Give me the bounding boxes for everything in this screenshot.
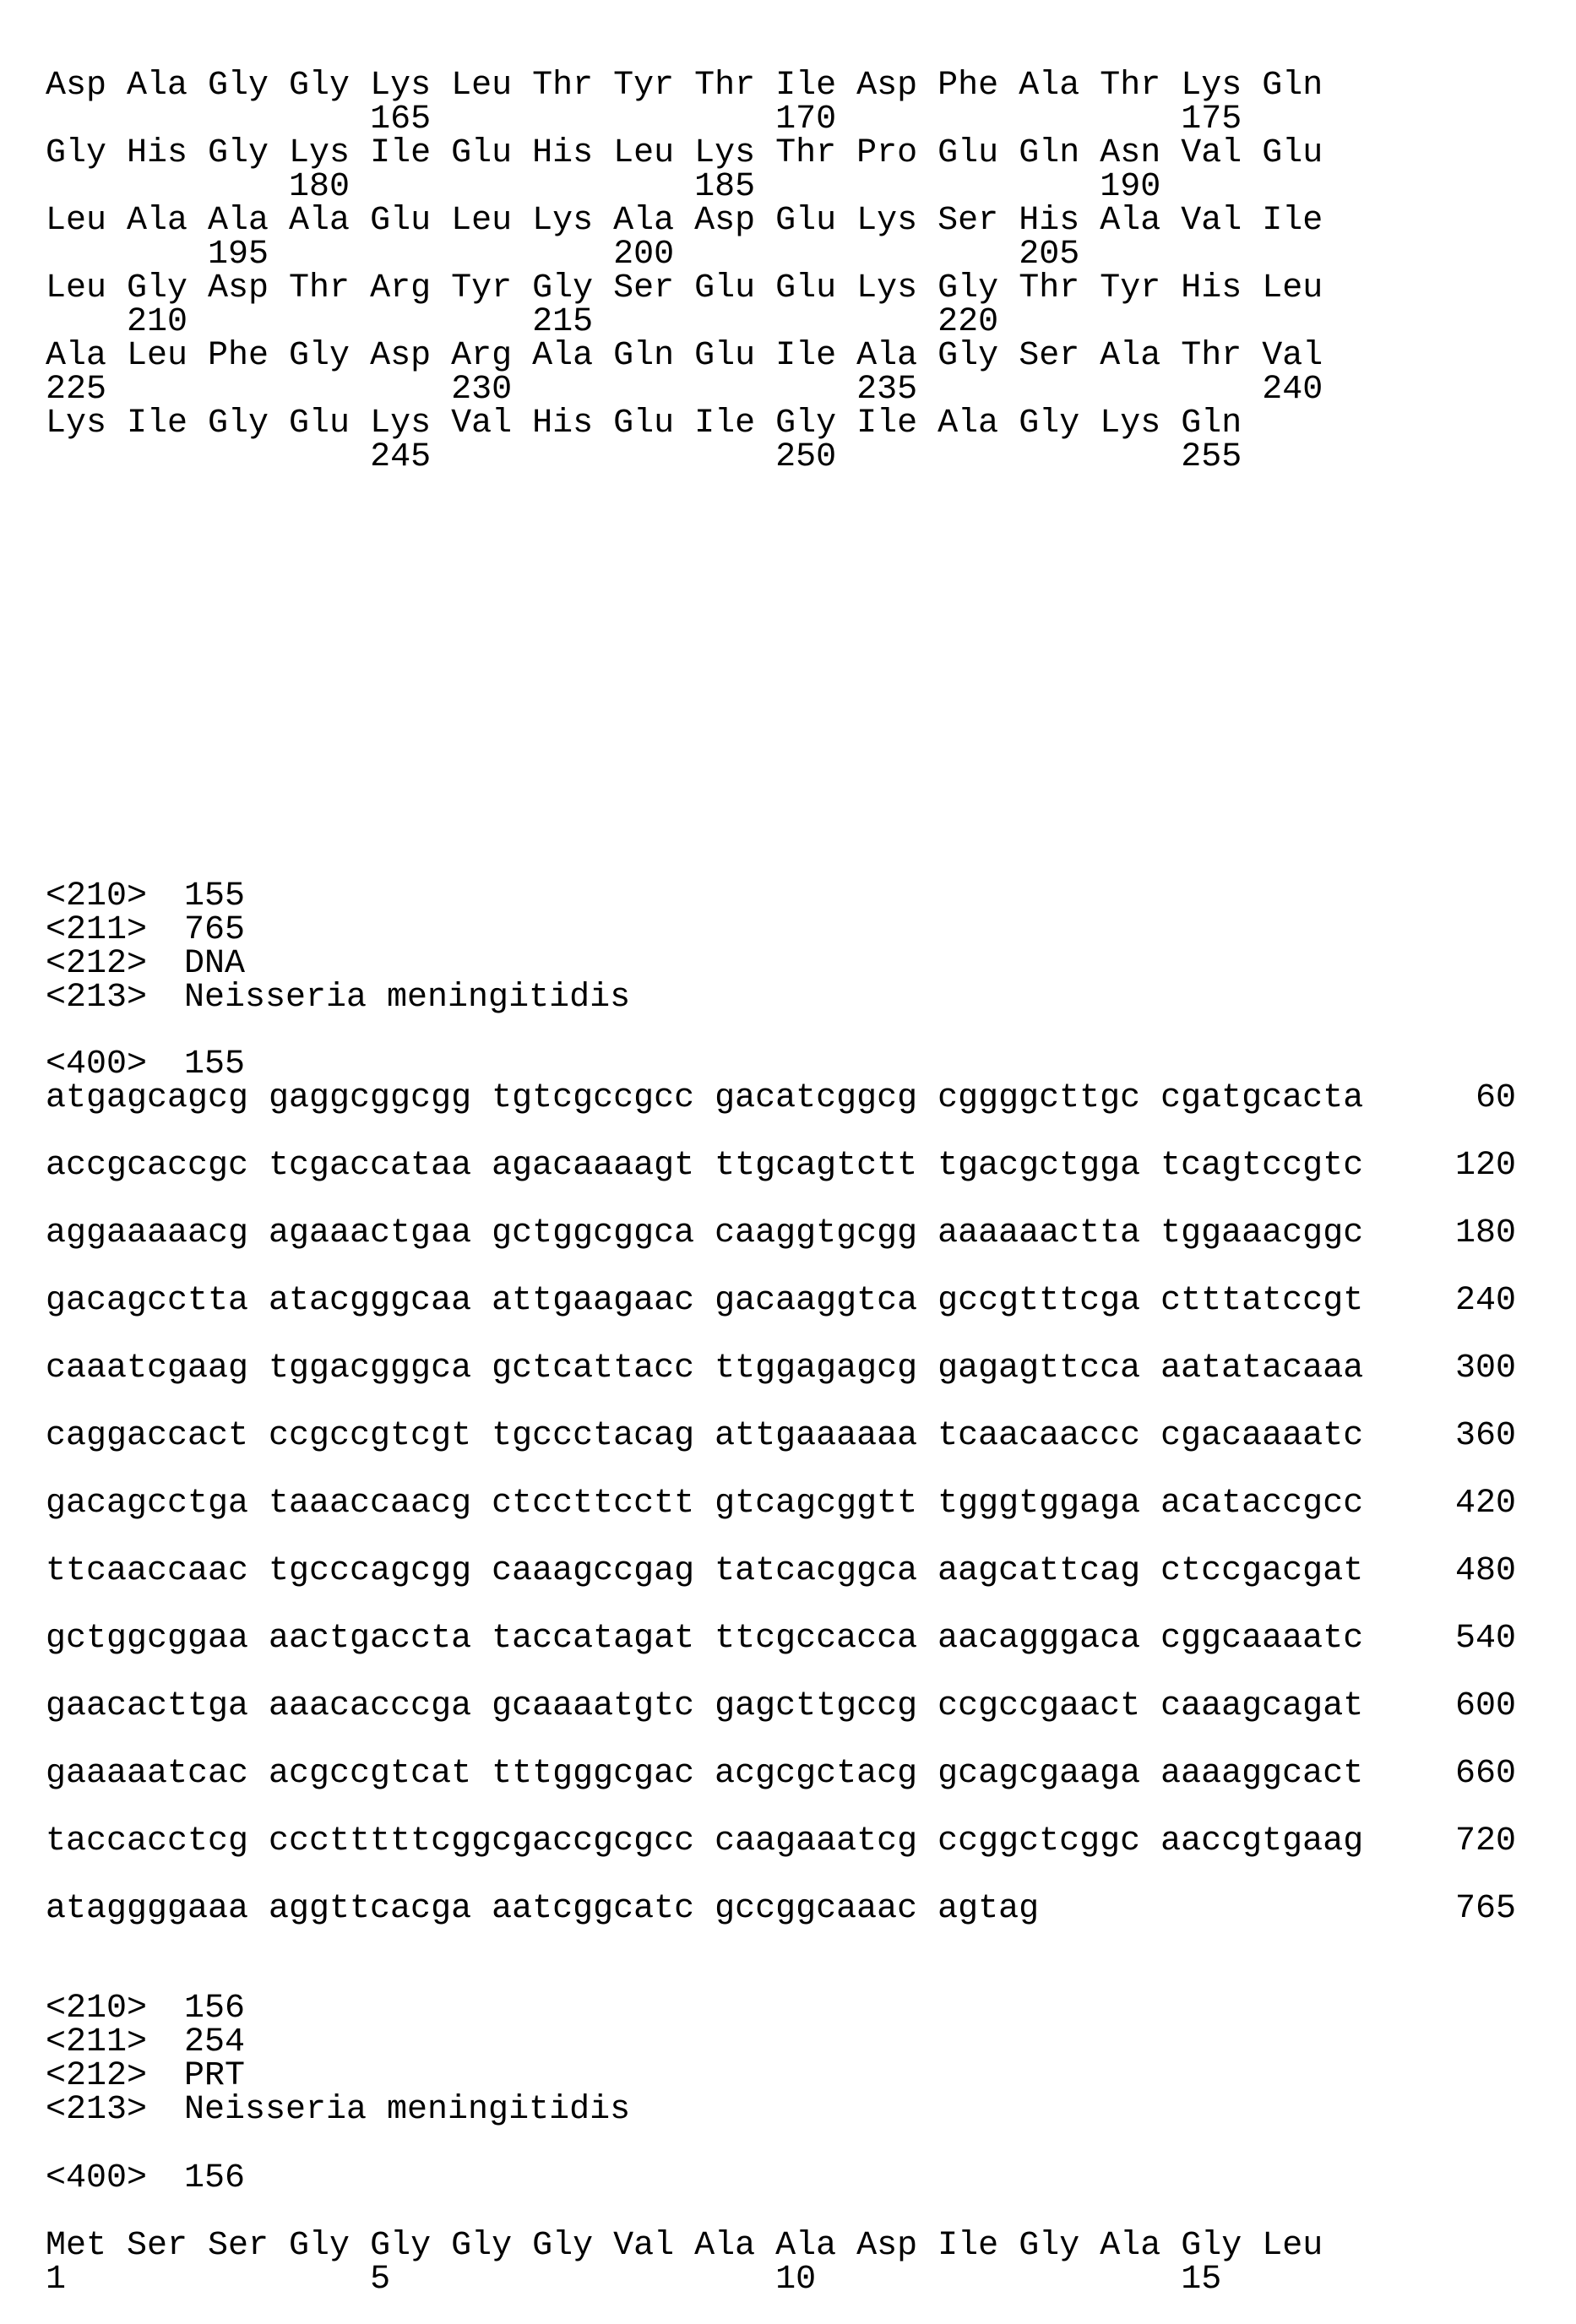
nucleotide-group: ctttatccgt bbox=[1160, 1284, 1383, 1318]
residue: Tyr bbox=[1100, 272, 1181, 306]
residue: Val bbox=[1262, 339, 1343, 373]
residue: His bbox=[127, 137, 208, 171]
residue: Gly bbox=[208, 137, 289, 171]
residue: Arg bbox=[451, 339, 532, 373]
meta-line bbox=[46, 2060, 630, 2093]
position-number: 185 bbox=[694, 171, 755, 204]
residue: Gly bbox=[208, 69, 289, 103]
protein-row bbox=[46, 137, 1343, 204]
residue: Glu bbox=[370, 204, 451, 238]
residue: Tyr bbox=[613, 69, 694, 103]
nucleotide-group: gccggcaaac bbox=[715, 1892, 937, 1926]
residue: Asp bbox=[370, 339, 451, 373]
residue: Ile bbox=[127, 407, 208, 441]
residue: Thr bbox=[1181, 339, 1262, 373]
residue-line bbox=[46, 407, 1343, 441]
position-numbers bbox=[46, 441, 1343, 475]
nucleotide-group: gctggcggca bbox=[492, 1217, 715, 1251]
residue: Lys bbox=[694, 137, 775, 171]
residue: Gly bbox=[937, 339, 1019, 373]
nucleotide-group: taccacctcg bbox=[46, 1825, 269, 1859]
nucleotide-group: aagcattcag bbox=[937, 1555, 1160, 1588]
dna-line bbox=[46, 1217, 1516, 1284]
residue-line bbox=[46, 339, 1343, 373]
nucleotide-group: gcagcgaaga bbox=[937, 1757, 1160, 1791]
residue: Leu bbox=[1262, 272, 1343, 306]
nucleotide-group: attgaagaac bbox=[492, 1284, 715, 1318]
residue: Ile bbox=[937, 2229, 1019, 2263]
nucleotide-group: gtcagcggtt bbox=[715, 1487, 937, 1521]
residue: Phe bbox=[937, 69, 1019, 103]
position-numbers bbox=[46, 306, 1343, 339]
nucleotide-group: agtag bbox=[937, 1892, 1160, 1926]
meta-tag: <213> bbox=[46, 981, 184, 1015]
residue: Ala bbox=[532, 339, 613, 373]
residue: Lys bbox=[370, 407, 451, 441]
residue: Arg bbox=[370, 272, 451, 306]
position-number: 205 bbox=[1019, 238, 1079, 272]
nucleotide-group: accgcaccgc bbox=[46, 1149, 269, 1183]
residue: Gly bbox=[937, 272, 1019, 306]
nucleotide-group: tggacgggca bbox=[269, 1352, 492, 1386]
nucleotide-group: tggaaacggc bbox=[1160, 1217, 1383, 1251]
position-number: 165 bbox=[370, 103, 431, 137]
residue: Ala bbox=[694, 2229, 775, 2263]
dna-line bbox=[46, 1352, 1516, 1420]
residue: His bbox=[532, 407, 613, 441]
position-number: 480 bbox=[1455, 1555, 1516, 1588]
residue: Glu bbox=[694, 339, 775, 373]
residue: Lys bbox=[46, 407, 127, 441]
residue: Ile bbox=[775, 339, 856, 373]
residue: Asp bbox=[856, 69, 937, 103]
protein-row bbox=[46, 407, 1343, 475]
nucleotide-group: gacagcctta bbox=[46, 1284, 269, 1318]
residue: Val bbox=[1181, 137, 1262, 171]
position-number: 180 bbox=[1455, 1217, 1516, 1251]
position-numbers bbox=[46, 103, 1343, 137]
protein-row bbox=[46, 2229, 1343, 2297]
residue: Gly bbox=[532, 272, 613, 306]
position-number: 600 bbox=[1455, 1690, 1516, 1724]
nucleotide-group: cggcaaaatc bbox=[1160, 1622, 1383, 1656]
nucleotide-group: gaaaaatcac bbox=[46, 1757, 269, 1791]
nucleotide-group: aatatacaaa bbox=[1160, 1352, 1383, 1386]
nucleotide-group: cgatgcacta bbox=[1160, 1082, 1383, 1116]
meta-value: Neisseria meningitidis bbox=[184, 979, 630, 1017]
residue: Glu bbox=[613, 407, 694, 441]
dna-sequence bbox=[46, 1082, 1516, 1960]
residue: Ile bbox=[856, 407, 937, 441]
position-number: 225 bbox=[46, 373, 106, 407]
residue: Gln bbox=[613, 339, 694, 373]
residue: Asp bbox=[46, 69, 127, 103]
nucleotide-group: tgccctacag bbox=[492, 1420, 715, 1453]
residue: Phe bbox=[208, 339, 289, 373]
residue: Gly bbox=[1181, 2229, 1262, 2263]
residue: Glu bbox=[937, 137, 1019, 171]
position-numbers bbox=[46, 171, 1343, 204]
residue: Lys bbox=[370, 69, 451, 103]
residue: Ala bbox=[1019, 69, 1100, 103]
nucleotide-group: caaagcagat bbox=[1160, 1690, 1383, 1724]
protein-row bbox=[46, 272, 1343, 339]
nucleotide-group: aggaaaaacg bbox=[46, 1217, 269, 1251]
seq-tag: <400> bbox=[46, 1048, 184, 1082]
residue: Glu bbox=[451, 137, 532, 171]
residue: Met bbox=[46, 2229, 127, 2263]
nucleotide-group: acgcgctacg bbox=[715, 1757, 937, 1791]
meta-value: Neisseria meningitidis bbox=[184, 2091, 630, 2129]
meta-tag: <212> bbox=[46, 948, 184, 981]
dna-line bbox=[46, 1082, 1516, 1149]
protein-row bbox=[46, 69, 1343, 137]
nucleotide-group: aaacacccga bbox=[269, 1690, 492, 1724]
residue: Thr bbox=[694, 69, 775, 103]
residue: Asn bbox=[1100, 137, 1181, 171]
position-numbers bbox=[46, 373, 1343, 407]
residue: Leu bbox=[1262, 2229, 1343, 2263]
nucleotide-group: taaaccaacg bbox=[269, 1487, 492, 1521]
meta-value: 155 bbox=[184, 877, 245, 915]
position-number: 190 bbox=[1100, 171, 1160, 204]
meta-line bbox=[46, 914, 630, 948]
dna-line bbox=[46, 1892, 1516, 1960]
position-number: 215 bbox=[532, 306, 593, 339]
residue: Ala bbox=[127, 69, 208, 103]
nucleotide-group: tcagtccgtc bbox=[1160, 1149, 1383, 1183]
nucleotide-group: ccggctcggc bbox=[937, 1825, 1160, 1859]
nucleotide-group: gacagcctga bbox=[46, 1487, 269, 1521]
seq-id: 156 bbox=[184, 2159, 245, 2197]
residue: Glu bbox=[289, 407, 370, 441]
dna-line bbox=[46, 1284, 1516, 1352]
residue: Ala bbox=[289, 204, 370, 238]
meta-line bbox=[46, 948, 630, 981]
meta-tag: <213> bbox=[46, 2093, 184, 2127]
nucleotide-group: caggaccact bbox=[46, 1420, 269, 1453]
nucleotide-group: ctccttcctt bbox=[492, 1487, 715, 1521]
residue: Gly bbox=[775, 407, 856, 441]
nucleotide-group: tgacgctgga bbox=[937, 1149, 1160, 1183]
nucleotide-group: aatcggcatc bbox=[492, 1892, 715, 1926]
meta-line bbox=[46, 2026, 630, 2060]
position-number: 720 bbox=[1455, 1825, 1516, 1859]
residue: Ala bbox=[856, 339, 937, 373]
meta-tag: <211> bbox=[46, 2026, 184, 2060]
position-numbers bbox=[46, 2263, 1343, 2297]
position-number: 10 bbox=[775, 2263, 816, 2297]
residue: Glu bbox=[694, 272, 775, 306]
residue: Glu bbox=[1262, 137, 1343, 171]
dna-line bbox=[46, 1149, 1516, 1217]
nucleotide-group: ctccgacgat bbox=[1160, 1555, 1383, 1588]
residue: Ala bbox=[613, 204, 694, 238]
position-number: 420 bbox=[1455, 1487, 1516, 1521]
residue: Gln bbox=[1181, 407, 1262, 441]
residue: Gly bbox=[370, 2229, 451, 2263]
residue: Gly bbox=[1019, 2229, 1100, 2263]
residue: Ile bbox=[1262, 204, 1343, 238]
position-number: 255 bbox=[1181, 441, 1242, 475]
position-number: 170 bbox=[775, 103, 836, 137]
nucleotide-group: tgcccagcgg bbox=[269, 1555, 492, 1588]
residue: Thr bbox=[532, 69, 613, 103]
meta-value: PRT bbox=[184, 2057, 245, 2095]
dna-line bbox=[46, 1825, 1516, 1892]
residue: Gly bbox=[289, 2229, 370, 2263]
meta-tag: <211> bbox=[46, 914, 184, 948]
residue: Thr bbox=[289, 272, 370, 306]
residue: Lys bbox=[856, 204, 937, 238]
nucleotide-group: acataccgcc bbox=[1160, 1487, 1383, 1521]
nucleotide-group: tcaacaaccc bbox=[937, 1420, 1160, 1453]
residue: Lys bbox=[1181, 69, 1262, 103]
seq-155-header bbox=[46, 1048, 245, 1082]
nucleotide-group: acgccgtcat bbox=[269, 1757, 492, 1791]
nucleotide-group: taccatagat bbox=[492, 1622, 715, 1656]
residue: Ser bbox=[613, 272, 694, 306]
position-number: 360 bbox=[1455, 1420, 1516, 1453]
residue: Gly bbox=[1019, 407, 1100, 441]
nucleotide-group: gagagttcca bbox=[937, 1352, 1160, 1386]
position-number: 245 bbox=[370, 441, 431, 475]
residue: Asp bbox=[856, 2229, 937, 2263]
residue: Gln bbox=[1262, 69, 1343, 103]
residue: Lys bbox=[856, 272, 937, 306]
nucleotide-group: ataggggaaa bbox=[46, 1892, 269, 1926]
residue: Ala bbox=[1100, 204, 1181, 238]
residue: Glu bbox=[775, 272, 856, 306]
nucleotide-group: attgaaaaaa bbox=[715, 1420, 937, 1453]
residue: Ala bbox=[775, 2229, 856, 2263]
protein-sequence-continuation bbox=[46, 69, 1343, 475]
nucleotide-group: agaaactgaa bbox=[269, 1217, 492, 1251]
nucleotide-group: gacaaggtca bbox=[715, 1284, 937, 1318]
nucleotide-group: ttggagagcg bbox=[715, 1352, 937, 1386]
residue: Gly bbox=[289, 339, 370, 373]
nucleotide-group: gaacacttga bbox=[46, 1690, 269, 1724]
nucleotide-group: cgacaaaatc bbox=[1160, 1420, 1383, 1453]
residue: Leu bbox=[46, 204, 127, 238]
nucleotide-group: gacatcggcg bbox=[715, 1082, 937, 1116]
position-numbers bbox=[46, 238, 1343, 272]
residue: Ala bbox=[1100, 339, 1181, 373]
nucleotide-group: gctggcggaa bbox=[46, 1622, 269, 1656]
nucleotide-group: gcaaaatgtc bbox=[492, 1690, 715, 1724]
nucleotide-group: cgaccgcgcc bbox=[492, 1825, 715, 1859]
dna-line bbox=[46, 1757, 1516, 1825]
seq-id: 155 bbox=[184, 1045, 245, 1083]
meta-value: 765 bbox=[184, 911, 245, 949]
nucleotide-group: ccctttttcgg bbox=[269, 1825, 492, 1859]
position-number: 230 bbox=[451, 373, 512, 407]
position-number: 220 bbox=[937, 306, 998, 339]
nucleotide-group: ttgcagtctt bbox=[715, 1149, 937, 1183]
seq-155-metadata bbox=[46, 880, 630, 1015]
nucleotide-group: caagaaatcg bbox=[715, 1825, 937, 1859]
residue: Tyr bbox=[451, 272, 532, 306]
residue: Lys bbox=[1100, 407, 1181, 441]
residue: Ser bbox=[1019, 339, 1100, 373]
nucleotide-group: aaccgtgaag bbox=[1160, 1825, 1383, 1859]
meta-line bbox=[46, 981, 630, 1015]
residue: Ile bbox=[694, 407, 775, 441]
position-number: 300 bbox=[1455, 1352, 1516, 1386]
meta-line bbox=[46, 880, 630, 914]
position-number: 120 bbox=[1455, 1149, 1516, 1183]
residue: Ala bbox=[127, 204, 208, 238]
residue-line bbox=[46, 204, 1343, 238]
nucleotide-group: caaatcgaag bbox=[46, 1352, 269, 1386]
position-number: 5 bbox=[370, 2263, 390, 2297]
nucleotide-group: gaggcggcgg bbox=[269, 1082, 492, 1116]
position-number: 540 bbox=[1455, 1622, 1516, 1656]
meta-line bbox=[46, 1992, 630, 2026]
nucleotide-group: tgtcgccgcc bbox=[492, 1082, 715, 1116]
position-number: 240 bbox=[1455, 1284, 1516, 1318]
position-number: 250 bbox=[775, 441, 836, 475]
residue: Leu bbox=[451, 204, 532, 238]
nucleotide-group: tatcacggca bbox=[715, 1555, 937, 1588]
nucleotide-group: gccgtttcga bbox=[937, 1284, 1160, 1318]
nucleotide-group: caaagccgag bbox=[492, 1555, 715, 1588]
seq-156-metadata bbox=[46, 1992, 630, 2127]
residue: Gly bbox=[451, 2229, 532, 2263]
residue: Ala bbox=[208, 204, 289, 238]
meta-value: DNA bbox=[184, 945, 245, 983]
protein-row bbox=[46, 204, 1343, 272]
residue: Pro bbox=[856, 137, 937, 171]
residue: Asp bbox=[208, 272, 289, 306]
protein-sequence-156 bbox=[46, 2229, 1343, 2297]
meta-tag: <210> bbox=[46, 1992, 184, 2026]
position-number: 1 bbox=[46, 2263, 66, 2297]
position-number: 235 bbox=[856, 373, 917, 407]
residue: Ile bbox=[370, 137, 451, 171]
residue: Gly bbox=[532, 2229, 613, 2263]
residue: Leu bbox=[46, 272, 127, 306]
residue: Gly bbox=[46, 137, 127, 171]
position-number: 195 bbox=[208, 238, 269, 272]
residue: Val bbox=[1181, 204, 1262, 238]
position-number: 60 bbox=[1475, 1082, 1516, 1116]
residue: His bbox=[1181, 272, 1262, 306]
residue: Gly bbox=[208, 407, 289, 441]
nucleotide-group: ttcgccacca bbox=[715, 1622, 937, 1656]
residue-line bbox=[46, 272, 1343, 306]
residue: Leu bbox=[613, 137, 694, 171]
residue: His bbox=[1019, 204, 1100, 238]
residue: Ala bbox=[937, 407, 1019, 441]
residue-line bbox=[46, 2229, 1343, 2263]
residue: Lys bbox=[532, 204, 613, 238]
nucleotide-group: tttgggcgac bbox=[492, 1757, 715, 1791]
residue: Val bbox=[451, 407, 532, 441]
position-number: 240 bbox=[1262, 373, 1323, 407]
nucleotide-group: cggggcttgc bbox=[937, 1082, 1160, 1116]
nucleotide-group: aactgaccta bbox=[269, 1622, 492, 1656]
residue: Ser bbox=[208, 2229, 289, 2263]
nucleotide-group: tcgaccataa bbox=[269, 1149, 492, 1183]
meta-value: 254 bbox=[184, 2023, 245, 2061]
dna-line bbox=[46, 1622, 1516, 1690]
dna-line bbox=[46, 1420, 1516, 1487]
residue: Leu bbox=[127, 339, 208, 373]
residue-line bbox=[46, 137, 1343, 171]
residue: Thr bbox=[775, 137, 856, 171]
residue: Ile bbox=[775, 69, 856, 103]
nucleotide-group: caaggtgcgg bbox=[715, 1217, 937, 1251]
position-number: 175 bbox=[1181, 103, 1242, 137]
nucleotide-group: aaaaggcact bbox=[1160, 1757, 1383, 1791]
residue: Lys bbox=[289, 137, 370, 171]
residue: Glu bbox=[775, 204, 856, 238]
nucleotide-group: agacaaaagt bbox=[492, 1149, 715, 1183]
position-number: 765 bbox=[1455, 1892, 1516, 1926]
nucleotide-group: ttcaaccaac bbox=[46, 1555, 269, 1588]
residue: His bbox=[532, 137, 613, 171]
seq-tag: <400> bbox=[46, 2162, 184, 2196]
residue: Thr bbox=[1100, 69, 1181, 103]
residue: Asp bbox=[694, 204, 775, 238]
residue: Ala bbox=[1100, 2229, 1181, 2263]
residue: Gln bbox=[1019, 137, 1100, 171]
residue: Thr bbox=[1019, 272, 1100, 306]
position-number: 210 bbox=[127, 306, 187, 339]
protein-row bbox=[46, 339, 1343, 407]
residue: Leu bbox=[451, 69, 532, 103]
nucleotide-group: atgagcagcg bbox=[46, 1082, 269, 1116]
nucleotide-group: aggttcacga bbox=[269, 1892, 492, 1926]
position-number: 180 bbox=[289, 171, 350, 204]
meta-line bbox=[46, 2093, 630, 2127]
residue-line bbox=[46, 69, 1343, 103]
nucleotide-group: gctcattacc bbox=[492, 1352, 715, 1386]
dna-line bbox=[46, 1487, 1516, 1555]
nucleotide-group: gagcttgccg bbox=[715, 1690, 937, 1724]
nucleotide-group: atacgggcaa bbox=[269, 1284, 492, 1318]
dna-line bbox=[46, 1555, 1516, 1622]
nucleotide-group: ccgccgaact bbox=[937, 1690, 1160, 1724]
meta-value: 156 bbox=[184, 1990, 245, 2028]
residue: Ser bbox=[127, 2229, 208, 2263]
meta-tag: <210> bbox=[46, 880, 184, 914]
residue: Ser bbox=[937, 204, 1019, 238]
nucleotide-group: tgggtggaga bbox=[937, 1487, 1160, 1521]
dna-line bbox=[46, 1690, 1516, 1757]
nucleotide-group: aaaaaactta bbox=[937, 1217, 1160, 1251]
residue: Ala bbox=[46, 339, 127, 373]
residue: Val bbox=[613, 2229, 694, 2263]
position-number: 660 bbox=[1455, 1757, 1516, 1791]
residue: Gly bbox=[289, 69, 370, 103]
nucleotide-group: aacagggaca bbox=[937, 1622, 1160, 1656]
seq-156-header bbox=[46, 2162, 245, 2196]
position-number: 15 bbox=[1181, 2263, 1221, 2297]
residue: Gly bbox=[127, 272, 208, 306]
nucleotide-group: ccgccgtcgt bbox=[269, 1420, 492, 1453]
position-number: 200 bbox=[613, 238, 674, 272]
meta-tag: <212> bbox=[46, 2060, 184, 2093]
